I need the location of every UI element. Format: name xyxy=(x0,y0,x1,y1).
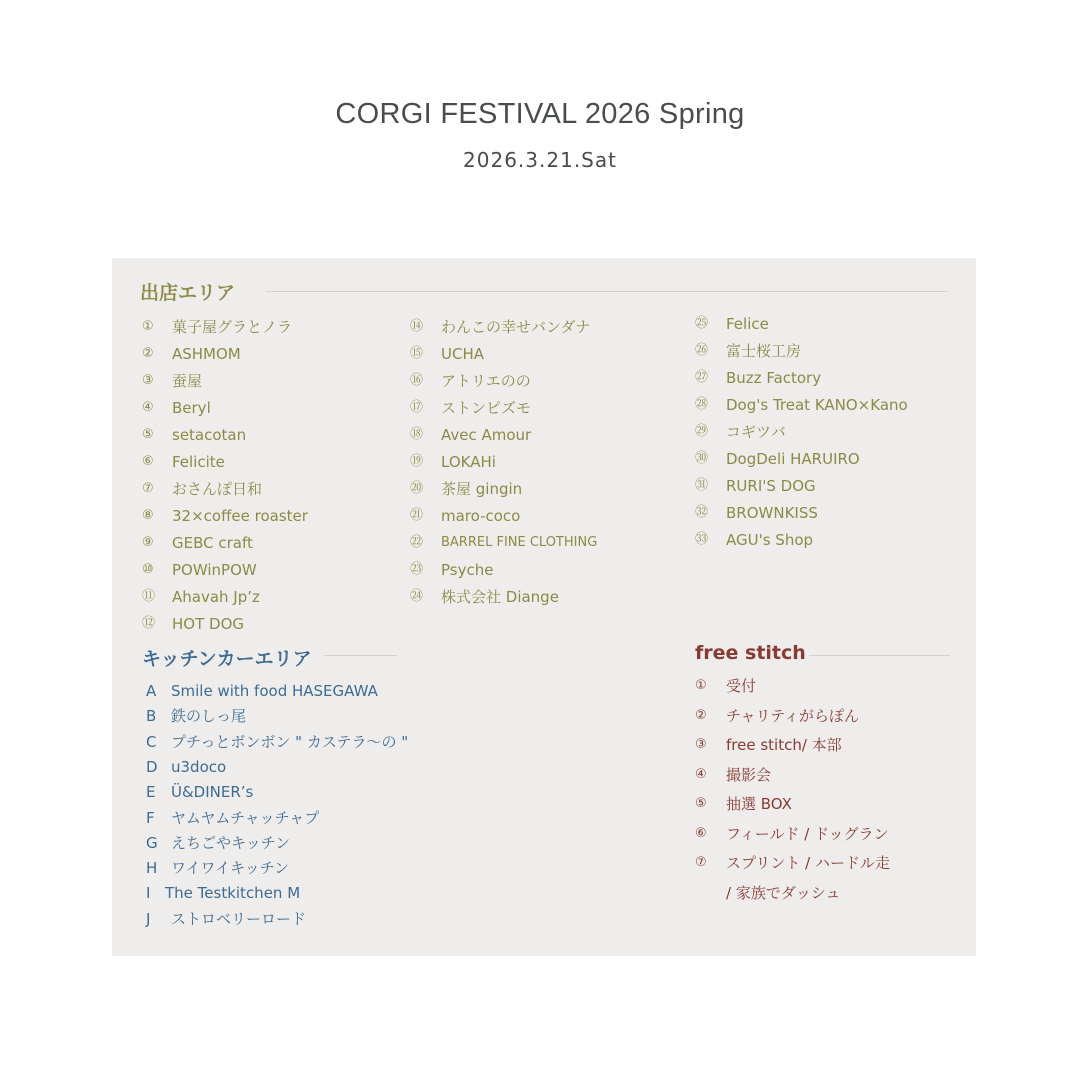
shop-name: アトリエのの xyxy=(441,372,531,390)
kitchen-letter: H xyxy=(146,859,158,878)
event-date: 2026.3.21.Sat xyxy=(463,148,617,172)
shop-name: Psyche xyxy=(441,561,494,579)
shop-name: Felice xyxy=(726,315,769,333)
shop-name: Felicite xyxy=(172,453,225,471)
kitchen-letter: E xyxy=(146,783,156,802)
kitchen-name: 鉄のしっ尾 xyxy=(171,707,247,726)
shop-name: LOKAHi xyxy=(441,453,496,471)
shop-number: ⑯ xyxy=(410,373,424,388)
free-stitch-heading: free stitch xyxy=(695,642,806,664)
shop-name: setacotan xyxy=(172,426,247,444)
shop-name: Dog's Treat KANO×Kano xyxy=(726,396,908,414)
shop-number: ㉙ xyxy=(695,424,709,439)
shop-number: ㉘ xyxy=(695,397,709,412)
free-stitch-name: 抽選 BOX xyxy=(726,795,792,813)
kitchen-letter: G xyxy=(146,833,158,852)
shop-name: maro-coco xyxy=(441,507,521,525)
kitchen-letter: A xyxy=(146,682,157,700)
shop-number: ㉔ xyxy=(410,589,424,604)
shop-name: ASHMOM xyxy=(172,345,241,363)
shop-name: 株式会社 Diange xyxy=(441,588,559,606)
shop-number: ⑲ xyxy=(410,454,424,469)
free-stitch-number: ④ xyxy=(695,766,707,782)
kitchen-letter: C xyxy=(146,732,157,751)
shop-number: ⑱ xyxy=(410,427,424,442)
shop-number: ㉚ xyxy=(695,451,709,466)
shop-name: HOT DOG xyxy=(172,615,244,633)
shop-name: BROWNKISS xyxy=(726,504,818,522)
shop-number: ⑥ xyxy=(142,454,154,469)
kitchen-name: ヤムヤムチャッチャプ xyxy=(171,808,320,827)
shop-number: ② xyxy=(142,346,154,361)
shop-number: ㉜ xyxy=(695,505,709,520)
shop-name: UCHA xyxy=(441,345,484,363)
shop-number: ㉕ xyxy=(695,316,709,331)
free-stitch-number: ⑥ xyxy=(695,825,707,841)
shop-number: ㉝ xyxy=(695,532,709,547)
shop-number: ⑤ xyxy=(142,427,154,442)
shop-name: BARREL FINE CLOTHING xyxy=(441,535,598,550)
shop-number: ⑳ xyxy=(410,481,424,496)
kitchen-letter: F xyxy=(146,808,155,827)
kitchen-letter: I xyxy=(146,884,151,903)
free-stitch-rule xyxy=(809,655,950,656)
kitchen-name: えちごやキッチン xyxy=(171,833,290,852)
shop-number: ③ xyxy=(142,373,154,388)
shop-number: ⑧ xyxy=(142,508,154,523)
shop-name: 菓子屋グラとノラ xyxy=(172,318,293,336)
kitchen-name: ワイワイキッチン xyxy=(171,859,290,878)
shop-name: POWinPOW xyxy=(172,561,257,579)
shop-area-heading: 出店エリア xyxy=(140,282,236,304)
free-stitch-name: スプリント / ハードル走 xyxy=(726,854,890,872)
kitchen-name: ストロベリーロード xyxy=(171,909,307,928)
free-stitch-continuation: / 家族でダッシュ xyxy=(726,884,841,902)
shop-name: コギツバ xyxy=(726,423,786,441)
shop-number: ⑰ xyxy=(410,400,424,415)
free-stitch-name: 撮影会 xyxy=(726,765,772,784)
kitchen-name: プチっとボンボン " カステラ〜の " xyxy=(171,732,409,751)
shop-number: ⑩ xyxy=(142,562,154,577)
shop-name: RURI'S DOG xyxy=(726,477,816,495)
shop-number: ⑪ xyxy=(142,589,156,604)
shop-name: DogDeli HARUIRO xyxy=(726,450,860,468)
shop-number: ① xyxy=(142,319,154,334)
kitchen-letter: J xyxy=(146,909,151,928)
shop-name: わんこの幸せバンダナ xyxy=(441,318,591,336)
kitchen-name: Ü&DINER’s xyxy=(171,783,254,802)
shop-number: ⑮ xyxy=(410,346,424,361)
shop-number: ㉑ xyxy=(410,508,424,523)
free-stitch-number: ① xyxy=(695,678,707,693)
shop-number: ④ xyxy=(142,400,154,415)
shop-number: ㉒ xyxy=(410,535,424,550)
shop-number: ㉛ xyxy=(695,478,709,493)
map-legend-panel xyxy=(112,258,976,956)
free-stitch-number: ② xyxy=(695,707,707,723)
shop-number: ㉗ xyxy=(695,370,709,385)
shop-number: ⑨ xyxy=(142,535,154,550)
kitchen-name: Smile with food HASEGAWA xyxy=(171,682,378,700)
shop-name: Ahavah Jp’z xyxy=(172,588,260,606)
free-stitch-name: チャリティがらぽん xyxy=(726,706,860,725)
shop-area-rule xyxy=(266,291,948,292)
shop-name: Avec Amour xyxy=(441,426,532,444)
shop-number: ㉓ xyxy=(410,562,424,577)
free-stitch-name: free stitch/ 本部 xyxy=(726,736,842,754)
shop-name: AGU's Shop xyxy=(726,531,814,549)
shop-number: ㉖ xyxy=(695,343,709,358)
shop-name: おさんぽ日和 xyxy=(172,480,263,498)
shop-number: ⑦ xyxy=(142,481,154,496)
kitchen-letter: B xyxy=(146,707,157,726)
shop-name: 蚕屋 xyxy=(172,372,203,390)
shop-number: ⑭ xyxy=(410,319,424,334)
free-stitch-number: ⑦ xyxy=(695,855,707,870)
kitchen-area-rule xyxy=(324,655,397,656)
shop-name: 32×coffee roaster xyxy=(172,507,308,525)
free-stitch-number: ⑤ xyxy=(695,796,707,811)
shop-name: 富士桜工房 xyxy=(726,342,802,360)
shop-name: GEBC craft xyxy=(172,534,253,552)
shop-name: 茶屋 gingin xyxy=(441,480,523,498)
kitchen-name: u3doco xyxy=(171,757,227,776)
kitchen-name: The Testkitchen M xyxy=(165,884,301,903)
shop-name: ストンピズモ xyxy=(441,399,532,417)
shop-number: ⑫ xyxy=(142,616,156,631)
event-title: CORGI FESTIVAL 2026 Spring xyxy=(335,98,745,130)
kitchen-letter: D xyxy=(146,757,158,776)
kitchen-area-heading: キッチンカーエリア xyxy=(142,648,312,670)
shop-name: Beryl xyxy=(172,399,211,417)
free-stitch-name: フィールド / ドッグラン xyxy=(726,824,889,843)
free-stitch-name: 受付 xyxy=(726,677,757,695)
free-stitch-number: ③ xyxy=(695,737,707,752)
shop-name: Buzz Factory xyxy=(726,369,822,387)
